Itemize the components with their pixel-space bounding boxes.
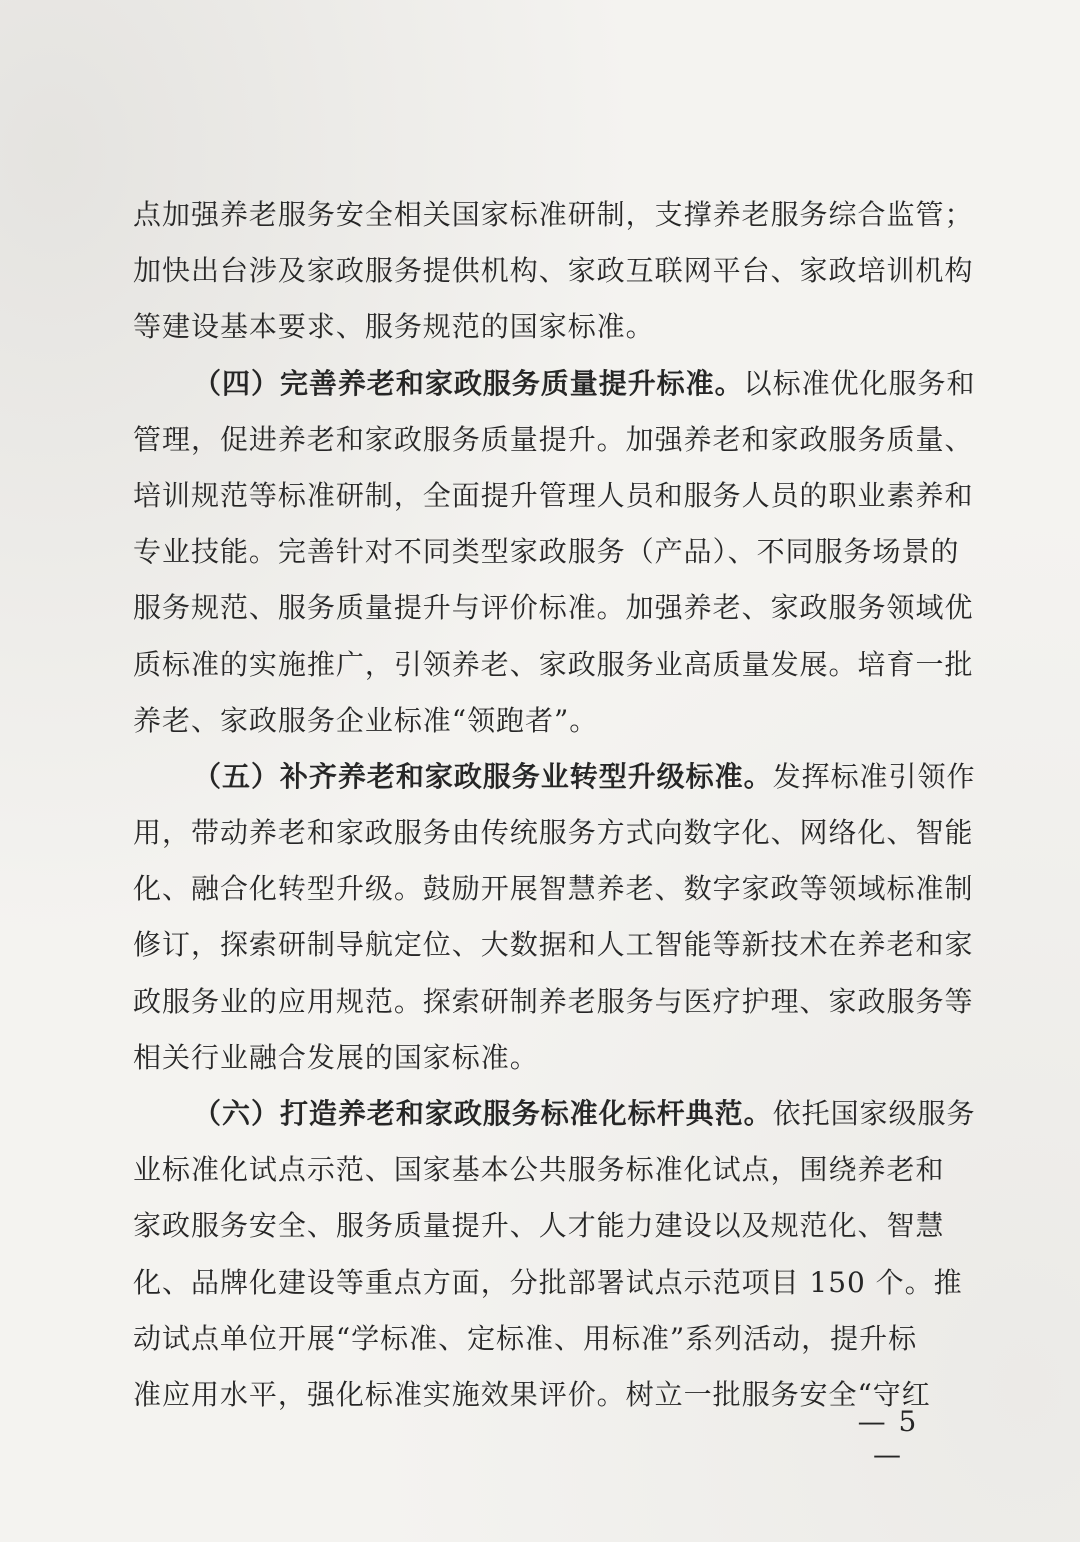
text-line: 服务规范、服务质量提升与评价标准。加强养老、家政服务领域优 [133,591,974,625]
text-line: 准应用水平，强化标准实施效果评价。树立一批服务安全“守红 [133,1377,931,1411]
section-heading-4: （四）完善养老和家政服务质量提升标准。 [193,366,744,400]
text-line: 等建设基本要求、服务规范的国家标准。 [133,310,655,344]
section-heading-5: （五）补齐养老和家政服务业转型升级标准。 [193,759,773,793]
body-text [133,187,976,1423]
page-number: — 5 — [857,1405,919,1471]
text-line: 养老、家政服务企业标准“领跑者”。 [133,703,599,737]
text-line: 动试点单位开展“学标准、定标准、用标准”系列活动，提升标 [133,1321,918,1355]
text-line: 培训规范等标准研制，全面提升管理人员和服务人员的职业素养和 [133,478,974,512]
text-line: 政服务业的应用规范。探索研制养老服务与医疗护理、家政服务等 [133,984,974,1018]
text-run: 以标准优化服务和 [743,366,976,400]
text-line: 质标准的实施推广，引领养老、家政服务业高质量发展。培育一批 [133,647,974,681]
text-run: 依托国家级服务 [772,1097,976,1130]
paragraph-first-line [133,749,976,805]
text-line: 家政服务安全、服务质量提升、人才能力建设以及规范化、智慧 [133,1209,945,1243]
text-line: 相关行业融合发展的国家标准。 [133,1040,539,1074]
text-line: 用，带动养老和家政服务由传统服务方式向数字化、网络化、智能 [133,816,974,850]
text-line: 修订，探索研制导航定位、大数据和人工智能等新技术在养老和家 [133,928,974,962]
text-line: 业标准化试点示范、国家基本公共服务标准化试点，围绕养老和 [133,1153,945,1187]
text-line: 管理，促进养老和家政服务质量提升。加强养老和家政服务质量、 [133,422,974,456]
text-line: 化、品牌化建设等重点方面，分批部署试点示范项目 150 个。推 [133,1265,963,1299]
text-line: 专业技能。完善针对不同类型家政服务（产品）、不同服务场景的 [133,535,960,569]
text-line: 点加强养老服务安全相关国家标准研制，支撑养老服务综合监管； [133,198,974,231]
text-run: 发挥标准引领作 [772,759,976,793]
text-line: 化、融合化转型升级。鼓励开展智慧养老、数字家政等领域标准制 [133,872,974,906]
paragraph-first-line [133,1086,976,1142]
section-heading-6: （六）打造养老和家政服务标准化标杆典范。 [193,1097,773,1130]
text-line: 加快出台涉及家政服务提供机构、家政互联网平台、家政培训机构 [133,254,974,288]
paragraph-first-line [133,356,976,412]
